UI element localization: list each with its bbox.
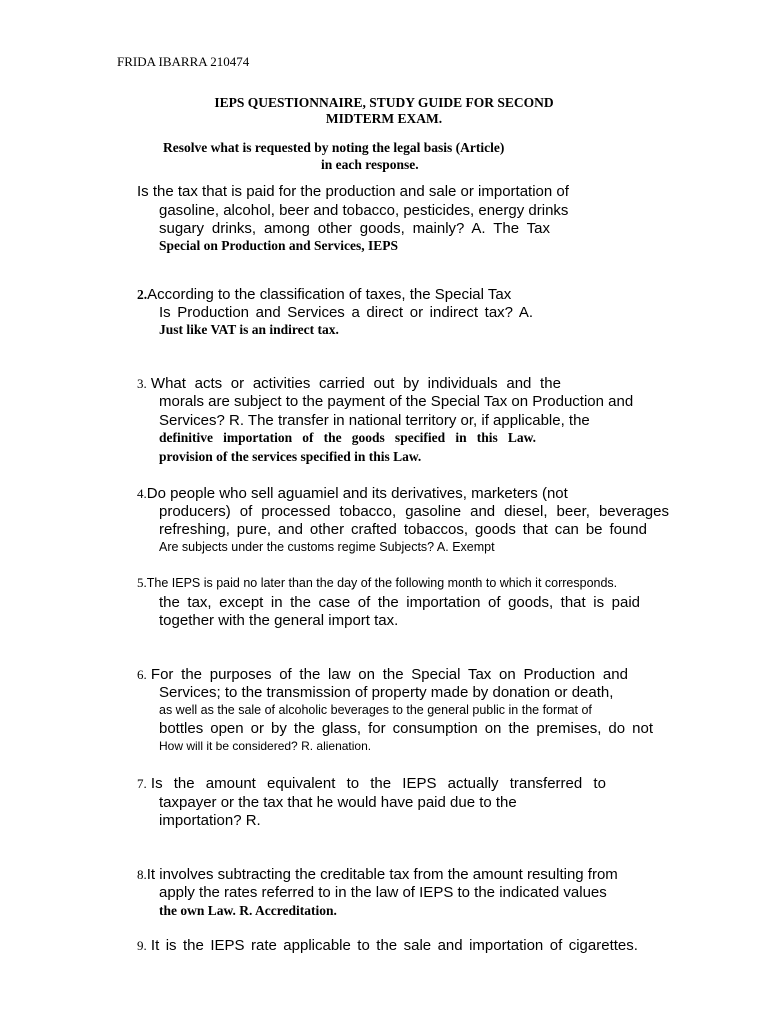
q6-line-1 <box>137 667 628 682</box>
q7-text: Is the amount equivalent to the IEPS actually transferred to <box>150 775 606 792</box>
q4-line-3: refreshing, pure, and other crafted tobaccos, goods that can be found <box>159 521 647 538</box>
q5-line-2: the tax, except in the case of the importation of goods, that is paid <box>159 594 640 611</box>
instruction-line-1: Resolve what is requested by noting the legal basis (Article) <box>163 140 505 155</box>
q8-text: It involves subtracting the creditable tax from the amount resulting from <box>146 866 618 883</box>
q2-number: 2. <box>137 287 148 302</box>
q4-number: 4. <box>137 486 147 501</box>
q4-line-4: Are subjects under the customs regime Subjects? A. Exempt <box>159 540 495 554</box>
title-line-2: MIDTERM EXAM. <box>325 111 443 126</box>
q6-number: 6. <box>137 667 147 682</box>
q2-text: According to the classification of taxes, the Special Tax <box>147 286 512 303</box>
q1-line-4: Special on Production and Services, IEPS <box>159 238 399 253</box>
q4-line-1 <box>137 486 568 501</box>
author-line: FRIDA IBARRA 210474 <box>117 54 250 69</box>
q5-line-1 <box>137 576 617 590</box>
q3-number: 3. <box>137 376 147 391</box>
q8-line-2: apply the rates referred to in the law of IEPS to the indicated values <box>159 884 607 901</box>
q2-line-2: Is Production and Services a direct or indirect tax? A. <box>159 304 533 321</box>
q5-text: The IEPS is paid no later than the day of the following month to which it corresponds. <box>146 576 618 590</box>
q6-line-3: as well as the sale of alcoholic beverages to the general public in the format of <box>159 703 592 717</box>
q9-line-1 <box>137 938 638 953</box>
q3-line-1 <box>137 376 561 391</box>
q3-line-4: definitive importation of the goods specified in this Law. <box>159 430 536 445</box>
q7-line-3: importation? R. <box>159 812 261 829</box>
q2-line-3: Just like VAT is an indirect tax. <box>159 322 339 337</box>
q9-text: It is the IEPS rate applicable to the sale and importation of cigarettes. <box>150 937 638 954</box>
q4-text: Do people who sell aguamiel and its derivatives, marketers (not <box>146 485 568 502</box>
q9-number: 9. <box>137 938 147 953</box>
q8-number: 8. <box>137 867 147 882</box>
q1-line-1: Is the tax that is paid for the production and sale or importation of <box>137 183 569 200</box>
q5-line-3: together with the general import tax. <box>159 612 399 629</box>
q1-line-2: gasoline, alcohol, beer and tobacco, pesticides, energy drinks <box>159 202 569 219</box>
q3-line-5: provision of the services specified in this Law. <box>159 449 422 464</box>
q8-line-3: the own Law. R. Accreditation. <box>159 903 337 918</box>
q3-line-2: morals are subject to the payment of the Special Tax on Production and <box>159 393 634 410</box>
title-line-1: IEPS QUESTIONNAIRE, STUDY GUIDE FOR SECOND <box>214 95 554 110</box>
q3-text: What acts or activities carried out by individuals and the <box>150 375 561 392</box>
q6-line-2: Services; to the transmission of property made by donation or death, <box>159 684 614 701</box>
q3-line-3: Services? R. The transfer in national territory or, if applicable, the <box>159 412 590 429</box>
q6-line-5: How will it be considered? R. alienation. <box>159 739 372 753</box>
q8-line-1 <box>137 867 618 882</box>
q2-line-1 <box>137 287 511 302</box>
q7-line-1 <box>137 776 606 791</box>
q5-number: 5. <box>137 575 147 590</box>
instruction-line-2: in each response. <box>321 157 419 172</box>
q7-line-2: taxpayer or the tax that he would have paid due to the <box>159 794 517 811</box>
q7-number: 7. <box>137 776 147 791</box>
q6-text: For the purposes of the law on the Special Tax on Production and <box>150 666 628 683</box>
q4-line-2: producers) of processed tobacco, gasoline and diesel, beer, beverages <box>159 503 669 520</box>
q6-line-4: bottles open or by the glass, for consumption on the premises, do not <box>159 720 653 737</box>
q1-line-3: sugary drinks, among other goods, mainly? A. The Tax <box>159 220 550 237</box>
